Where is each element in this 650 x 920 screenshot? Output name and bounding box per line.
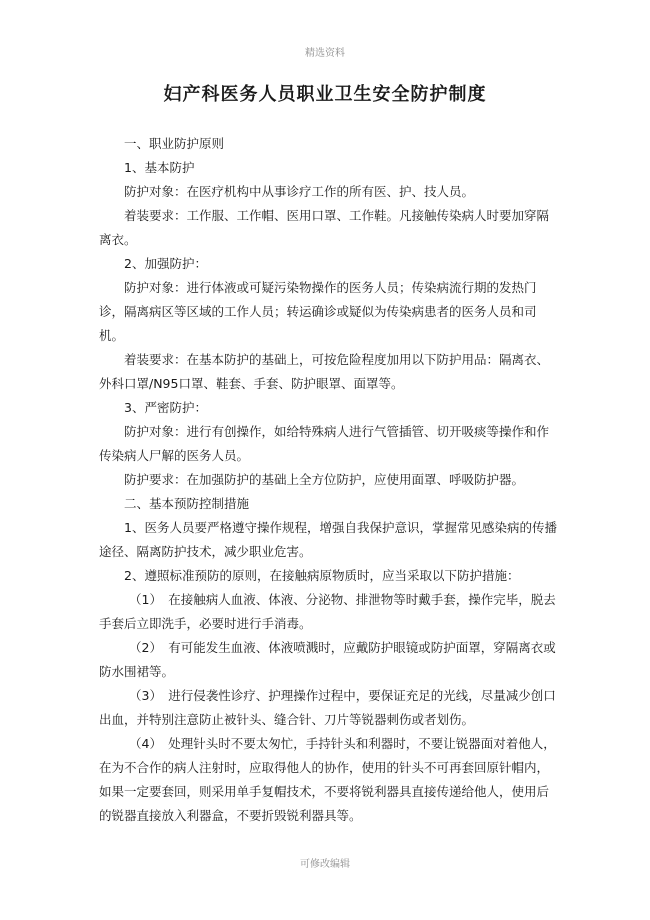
paragraph: 防护对象：在医疗机构中从事诊疗工作的所有医、护、技人员。 — [124, 184, 475, 199]
list-item: （4） 处理针头时不要太匆忙，手持针头和利器时，不要让锐器面对着他人，在为不合作的病人注射时，应取得他人的协作，使用的针头不可再套回原针帽内，如果一定要套回，则采用单手复帽技术，不要将锐利器具直接传递给他人，使用后的锐器直接放入利器盒，不要折毁锐利器具等。 — [99, 736, 556, 823]
document-title: 妇产科医务人员职业卫生安全防护制度 — [163, 84, 487, 105]
paragraph: 着装要求：在基本防护的基础上，可按危险程度加用以下防护用品：隔离衣、外科口罩/N95口罩、鞋套、手套、防护眼罩、面罩等。 — [99, 352, 550, 391]
page-header: 精选资料 — [305, 48, 345, 59]
section-heading-2: 二、基本预防控制措施 — [124, 496, 250, 511]
paragraph: 防护对象：进行体液或可疑污染物操作的医务人员；传染病流行期的发热门诊，隔离病区等区域的工作人员；转运确诊或疑似为传染病患者的医务人员和司机。 — [99, 280, 537, 343]
paragraph: 着装要求：工作服、工作帽、医用口罩、工作鞋。凡接触传染病人时要加穿隔离衣。 — [99, 208, 550, 247]
subheading-basic-protection: 1、基本防护 — [124, 160, 195, 175]
page-footer: 可修改编辑 — [300, 859, 350, 870]
list-item: （2） 有可能发生血液、体液喷溅时，应戴防护眼镜或防护面罩，穿隔离衣或防水围裙等。 — [99, 640, 556, 679]
subheading-enhanced-protection: 2、加强防护： — [124, 256, 207, 271]
subheading-strict-protection: 3、严密防护： — [124, 400, 207, 415]
paragraph: 2、遵照标准预防的原则，在接触病原物质时，应当采取以下防护措施： — [124, 568, 520, 583]
list-item: （3） 进行侵袭性诊疗、护理操作过程中，要保证充足的光线，尽量减少创口出血，并特别注意防止被针头、缝合针、刀片等锐器刺伤或者划伤。 — [99, 688, 556, 727]
document-body — [99, 132, 559, 828]
paragraph: 防护要求：在加强防护的基础上全方位防护，应使用面罩、呼吸防护器。 — [124, 472, 525, 487]
paragraph: 防护对象：进行有创操作，如给特殊病人进行气管插管、切开吸痰等操作和作传染病人尸解的医务人员。 — [99, 424, 550, 463]
paragraph: 1、医务人员要严格遵守操作规程，增强自我保护意识，掌握常见感染病的传播途径、隔离防护技术，减少职业危害。 — [99, 520, 557, 559]
section-heading-1: 一、职业防护原则 — [124, 136, 225, 151]
list-item: （1） 在接触病人血液、体液、分泌物、排泄物等时戴手套，操作完毕，脱去手套后立即洗手，必要时进行手消毒。 — [99, 592, 556, 631]
